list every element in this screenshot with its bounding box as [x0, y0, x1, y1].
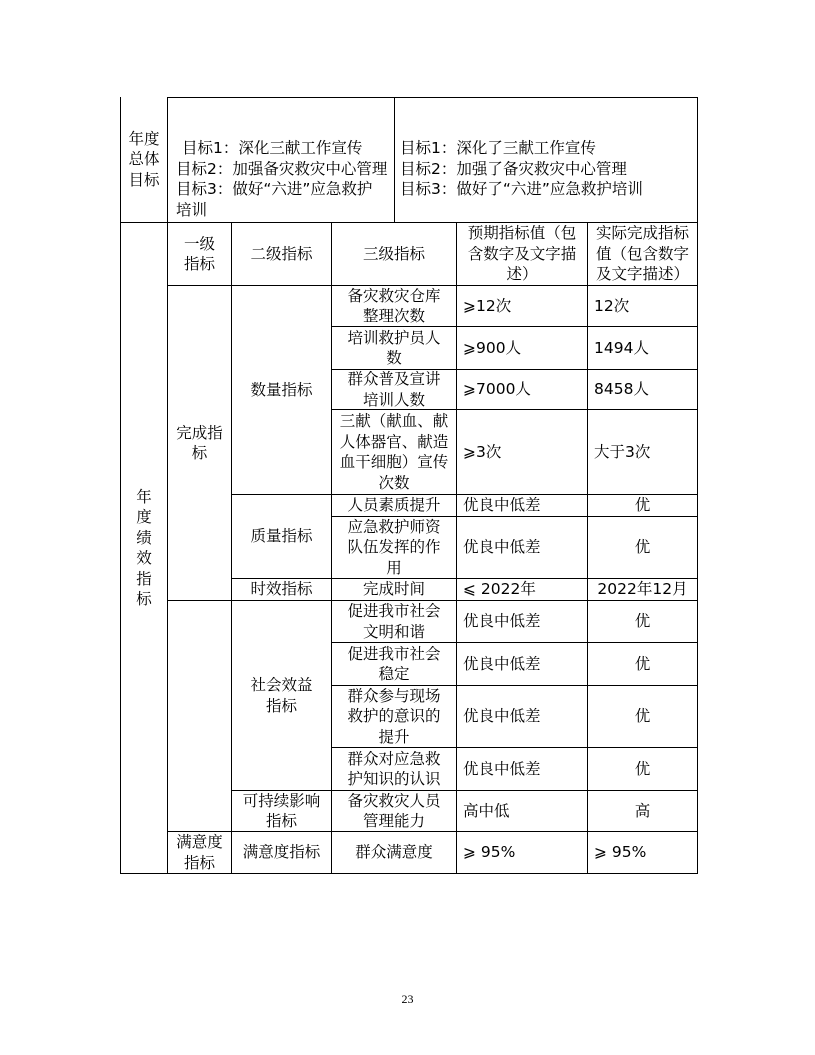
actual-value-cell: 12次: [587, 285, 698, 327]
expected-value-cell: ⩾12次: [456, 285, 588, 327]
expected-value-cell: ⩾3次: [456, 409, 588, 495]
actual-value-cell: ⩾ 95%: [587, 831, 698, 874]
expected-value-cell: 优良中低差: [456, 516, 588, 579]
planned-goal-1: 目标1：深化三献工作宣传: [182, 139, 363, 157]
expected-value-cell: ⩾7000人: [456, 369, 588, 410]
performance-indicators-label: 年 度 绩 效 指 标: [120, 222, 168, 874]
actual-goals-cell: [394, 97, 698, 223]
actual-value-cell: 优: [587, 600, 698, 643]
indicator-cell: 群众普及宣讲 培训人数: [331, 369, 457, 410]
actual-value-cell: 优: [587, 516, 698, 579]
header-level2: 二级指标: [231, 222, 332, 286]
actual-value-cell: 高: [587, 790, 698, 832]
actual-value-cell: 8458人: [587, 369, 698, 410]
indicator-cell: 三献（献血、献 人体器官、献造 血干细胞）宣传 次数: [331, 409, 457, 495]
level2-sustainability: 可持续影响 指标: [231, 790, 332, 832]
actual-value-cell: 2022年12月: [587, 578, 698, 601]
actual-value-cell: 优: [587, 494, 698, 517]
expected-value-cell: ⩾ 95%: [456, 831, 588, 874]
indicator-cell: 促进我市社会 稳定: [331, 642, 457, 686]
level2-quantity: 数量指标: [231, 285, 332, 495]
indicator-cell: 人员素质提升: [331, 494, 457, 517]
header-level3: 三级指标: [331, 222, 457, 286]
expected-value-cell: 优良中低差: [456, 747, 588, 791]
expected-value-cell: 优良中低差: [456, 685, 588, 748]
indicator-cell: 完成时间: [331, 578, 457, 601]
level2-quality: 质量指标: [231, 494, 332, 579]
indicator-cell: 群众满意度: [331, 831, 457, 874]
header-actual-value: 实际完成指标 值（包含数字 及文字描述）: [587, 222, 698, 286]
level2-timeliness: 时效指标: [231, 578, 332, 601]
indicator-cell: 应急救护师资 队伍发挥的作 用: [331, 516, 457, 579]
level2-satisfaction: 满意度指标: [231, 831, 332, 874]
planned-goals-cell: [167, 97, 395, 223]
indicator-cell: 促进我市社会 文明和谐: [331, 600, 457, 643]
page-number: 23: [401, 992, 414, 1006]
actual-value-cell: 优: [587, 685, 698, 748]
level2-social-benefit: 社会效益 指标: [231, 600, 332, 791]
actual-value-cell: 优: [587, 747, 698, 791]
expected-value-cell: 优良中低差: [456, 600, 588, 643]
indicator-cell: 群众对应急救 护知识的认识: [331, 747, 457, 791]
indicator-cell: 备灾救灾人员 管理能力: [331, 790, 457, 832]
level1-completion: 完成指 标: [167, 285, 232, 601]
expected-value-cell: 高中低: [456, 790, 588, 832]
expected-value-cell: 优良中低差: [456, 642, 588, 686]
actual-goal-3: 目标3：做好了“六进”应急救护培训: [400, 180, 643, 198]
overall-goals-label: 年度 总体 目标: [120, 97, 168, 223]
actual-goal-1: 目标1：深化了三献工作宣传: [400, 139, 596, 157]
level1-blank-cell: [167, 600, 232, 832]
indicator-cell: 培训救护员人 数: [331, 326, 457, 370]
planned-goal-2: 目标2：加强备灾救灾中心管理: [176, 159, 388, 178]
expected-value-cell: ⩾900人: [456, 326, 588, 370]
expected-value-cell: 优良中低差: [456, 494, 588, 517]
expected-value-cell: ⩽ 2022年: [456, 578, 588, 601]
actual-value-cell: 1494人: [587, 326, 698, 370]
planned-goal-3: 目标3：做好“六进”应急救护 培训: [176, 180, 373, 219]
actual-goal-2: 目标2：加强了备灾救灾中心管理: [400, 159, 627, 178]
actual-value-cell: 优: [587, 642, 698, 686]
header-expected-value: 预期指标值（包 含数字及文字描 述）: [456, 222, 588, 286]
actual-value-cell: 大于3次: [587, 409, 698, 495]
indicator-cell: 群众参与现场 救护的意识的 提升: [331, 685, 457, 748]
header-level1: 一级 指标: [167, 222, 232, 286]
indicator-cell: 备灾救灾仓库 整理次数: [331, 285, 457, 327]
level1-satisfaction: 满意度 指标: [167, 831, 232, 874]
